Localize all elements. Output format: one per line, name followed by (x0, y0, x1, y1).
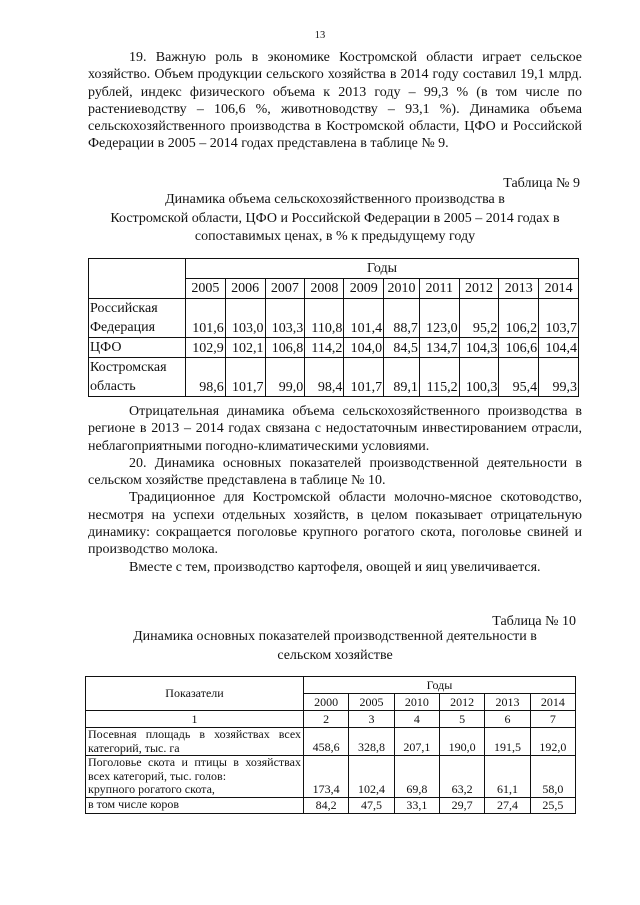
table-9-year: 2011 (419, 279, 459, 299)
table-cell: 88,7 (384, 299, 420, 338)
table-cell: 95,2 (459, 299, 499, 338)
table-cell: 192,0 (530, 728, 575, 756)
table-row (89, 338, 579, 358)
table-cell: 69,8 (394, 756, 439, 798)
table-9-year: 2006 (225, 279, 265, 299)
paragraph-19: 19. Важную роль в экономике Костромской области играет сельское хозяйство. Объем продукции сельского хозяйства в 2014 году составил 19,1 млрд. рублей, индекс физического объема к 2013 году – 99,3 % (в том числе по растениеводству – 106,6 %, животноводству – 93,1 %). Динамика объема сельскохозяйственного производства в Костромской области, ЦФО и Российской Федерации в 2005 – 2014 годах представлена в таблице № 9. (88, 50, 582, 152)
table-9-label: Таблица № 9 (503, 176, 580, 191)
table-9-caption-line: Костромской области, ЦФО и Российской Федерации в 2005 – 2014 годах в (110, 210, 560, 226)
table-10-year: 2014 (530, 694, 575, 711)
table-cell: 99,0 (265, 358, 305, 397)
table-cell: 104,3 (459, 338, 499, 358)
table-9-years-header: Годы (186, 259, 579, 279)
table-cell: 106,2 (499, 299, 539, 338)
table-10-row-intro: Поголовье скота и птицы в хозяйствах всех категорий, тыс. голов: (88, 755, 301, 783)
table-10-column-number: 2 (304, 711, 349, 728)
table-cell: 103,3 (265, 299, 305, 338)
table-row (89, 358, 579, 397)
paragraph-traditional: Традиционное для Костромской области молочно-мясное скотоводство, несмотря на успехи отдельных хозяйств, в целом показывает отрицательную динамику: сокращается поголовье крупного рогатого скота, поголовье свиней и производство молока. (88, 490, 582, 558)
table-10-caption (70, 628, 600, 665)
table-9-year: 2005 (186, 279, 226, 299)
table-cell: 101,7 (225, 358, 265, 397)
table-9-year: 2010 (384, 279, 420, 299)
table-9-year: 2014 (539, 279, 579, 299)
paragraph-20: 20. Динамика основных показателей производственной деятельности в сельском хозяйстве представлена в таблице № 10. (88, 455, 582, 489)
table-cell: 101,6 (186, 299, 226, 338)
table-9 (88, 258, 579, 397)
table-cell: 27,4 (485, 797, 530, 813)
table-9-corner-cell (89, 259, 186, 299)
table-10-caption-line: Динамика основных показателей производственной деятельности в (133, 629, 537, 644)
table-9-year: 2013 (499, 279, 539, 299)
table-row (86, 756, 576, 798)
table-cell: 63,2 (439, 756, 484, 798)
table-cell: 99,3 (539, 358, 579, 397)
table-10-year: 2012 (439, 694, 484, 711)
table-row (86, 728, 576, 756)
table-cell: 106,8 (265, 338, 305, 358)
table-cell: 114,2 (305, 338, 344, 358)
table-10 (85, 676, 576, 814)
table-cell: 101,7 (344, 358, 384, 397)
table-cell: 84,5 (384, 338, 420, 358)
table-cell: 190,0 (439, 728, 484, 756)
table-9-group-header-row (89, 259, 579, 279)
table-10-label: Таблица № 10 (492, 614, 576, 629)
table-cell: 104,4 (539, 338, 579, 358)
table-9-year: 2007 (265, 279, 305, 299)
table-cell: 106,6 (499, 338, 539, 358)
table-10-column-number: 4 (394, 711, 439, 728)
table-cell: 95,4 (499, 358, 539, 397)
table-cell: 33,1 (394, 797, 439, 813)
table-cell: 328,8 (349, 728, 394, 756)
table-cell: 173,4 (304, 756, 349, 798)
table-cell: 103,7 (539, 299, 579, 338)
table-cell: 110,8 (305, 299, 344, 338)
table-cell: 103,0 (225, 299, 265, 338)
table-cell: 61,1 (485, 756, 530, 798)
table-cell: 102,4 (349, 756, 394, 798)
table-cell: 58,0 (530, 756, 575, 798)
paragraph-negative-dynamics: Отрицательная динамика объема сельскохозяйственного производства в регионе в 2013 – 2014 годах связана с недостаточным инвестированием отрасли, неблагоприятными погодно-климатическими условиями. (88, 404, 582, 454)
table-10-year: 2005 (349, 694, 394, 711)
table-9-year: 2012 (459, 279, 499, 299)
table-10-column-number: 6 (485, 711, 530, 728)
table-cell: 98,4 (305, 358, 344, 397)
table-cell: 47,5 (349, 797, 394, 813)
table-10-row-label (86, 756, 304, 798)
table-cell: 89,1 (384, 358, 420, 397)
table-10-column-number: 3 (349, 711, 394, 728)
table-10-row-label: в том числе коров (86, 797, 304, 813)
table-10-year: 2013 (485, 694, 530, 711)
table-cell: 458,6 (304, 728, 349, 756)
table-10-row-sublabel: крупного рогатого скота, (88, 782, 215, 796)
table-cell: 29,7 (439, 797, 484, 813)
table-cell: 100,3 (459, 358, 499, 397)
table-10-column-numbers-row (86, 711, 576, 728)
table-10-column-number: 5 (439, 711, 484, 728)
page-number: 13 (314, 30, 326, 41)
body-text-block (88, 403, 582, 576)
table-cell: 115,2 (419, 358, 459, 397)
table-10-indicators-header: Показатели (86, 677, 304, 711)
table-9-row-label: ЦФО (89, 338, 186, 358)
table-10-year: 2010 (394, 694, 439, 711)
table-cell: 191,5 (485, 728, 530, 756)
table-cell: 104,0 (344, 338, 384, 358)
table-9-year: 2008 (305, 279, 344, 299)
table-10-column-number: 1 (86, 711, 304, 728)
table-cell: 25,5 (530, 797, 575, 813)
table-9-row-label: Костромская область (89, 358, 186, 397)
table-cell: 123,0 (419, 299, 459, 338)
table-cell: 102,9 (186, 338, 226, 358)
table-10-row-label: Посевная площадь в хозяйствах всех категорий, тыс. га (86, 728, 304, 756)
table-cell: 98,6 (186, 358, 226, 397)
table-cell: 102,1 (225, 338, 265, 358)
table-10-years-header: Годы (304, 677, 576, 694)
table-row (89, 299, 579, 338)
table-9-row-label: Российская Федерация (89, 299, 186, 338)
table-9-year: 2009 (344, 279, 384, 299)
table-9-caption (70, 191, 600, 247)
table-cell: 207,1 (394, 728, 439, 756)
table-cell: 84,2 (304, 797, 349, 813)
paragraph-meanwhile: Вместе с тем, производство картофеля, овощей и яиц увеличивается. (129, 559, 541, 575)
table-9-caption-line: Динамика объема сельскохозяйственного производства в (165, 192, 505, 207)
table-9-caption-line: сопоставимых ценах, в % к предыдущему году (194, 229, 476, 244)
table-cell: 101,4 (344, 299, 384, 338)
table-cell: 134,7 (419, 338, 459, 358)
paragraph-19-block (88, 49, 582, 153)
table-10-group-header-row (86, 677, 576, 694)
table-row (86, 797, 576, 813)
table-10-year: 2000 (304, 694, 349, 711)
table-10-caption-line: сельском хозяйстве (277, 647, 393, 663)
table-10-column-number: 7 (530, 711, 575, 728)
